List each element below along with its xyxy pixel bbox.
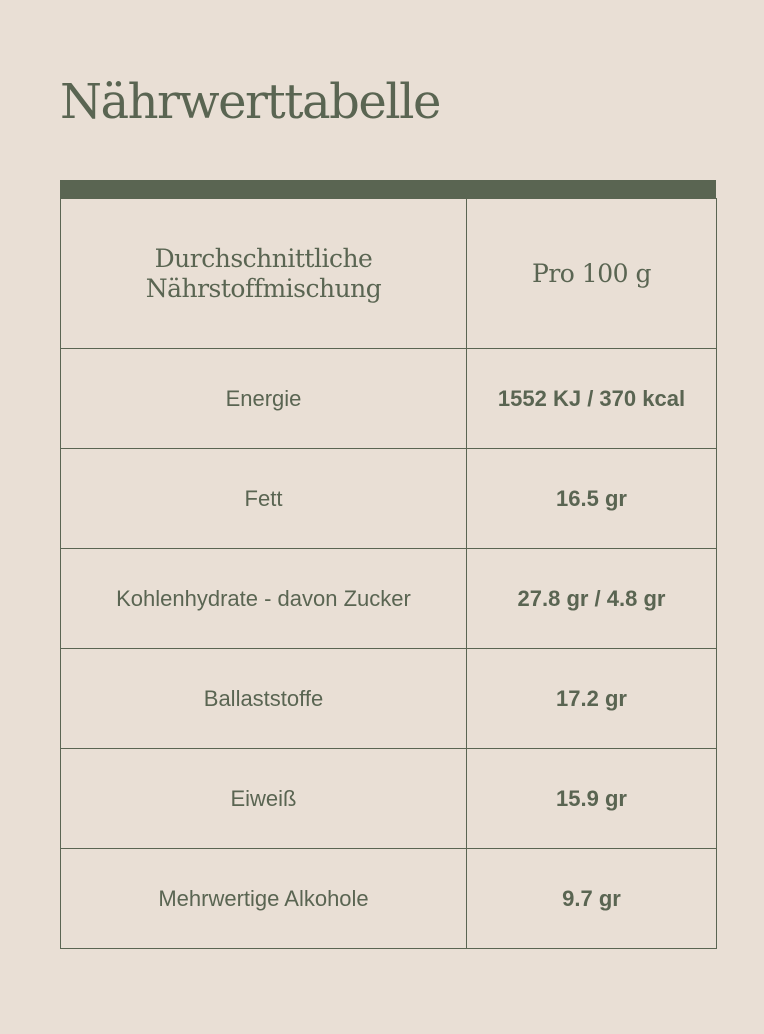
nutrient-name: Kohlenhydrate - davon Zucker: [61, 549, 467, 649]
nutrient-name: Fett: [61, 449, 467, 549]
nutrition-grid: [60, 198, 717, 949]
nutrient-value: 27.8 gr / 4.8 gr: [467, 549, 717, 649]
nutrient-name: Eiweiß: [61, 749, 467, 849]
header-nutrient: Durchschnittliche Nährstoffmischung: [61, 199, 467, 349]
nutrition-table: [60, 180, 716, 949]
nutrient-value: 17.2 gr: [467, 649, 717, 749]
nutrient-value: 9.7 gr: [467, 849, 717, 949]
table-row: [61, 649, 717, 749]
table-row: [61, 449, 717, 549]
table-row: [61, 349, 717, 449]
nutrient-name: Ballaststoffe: [61, 649, 467, 749]
header-per-100g: Pro 100 g: [467, 199, 717, 349]
table-header-row: [61, 199, 717, 349]
table-row: [61, 849, 717, 949]
nutrient-value: 15.9 gr: [467, 749, 717, 849]
nutrient-name: Energie: [61, 349, 467, 449]
table-row: [61, 749, 717, 849]
page-title: Nährwerttabelle: [60, 74, 440, 130]
table-header-bar: [60, 180, 716, 198]
table-row: [61, 549, 717, 649]
nutrient-name: Mehrwertige Alkohole: [61, 849, 467, 949]
nutrient-value: 1552 KJ / 370 kcal: [467, 349, 717, 449]
nutrient-value: 16.5 gr: [467, 449, 717, 549]
